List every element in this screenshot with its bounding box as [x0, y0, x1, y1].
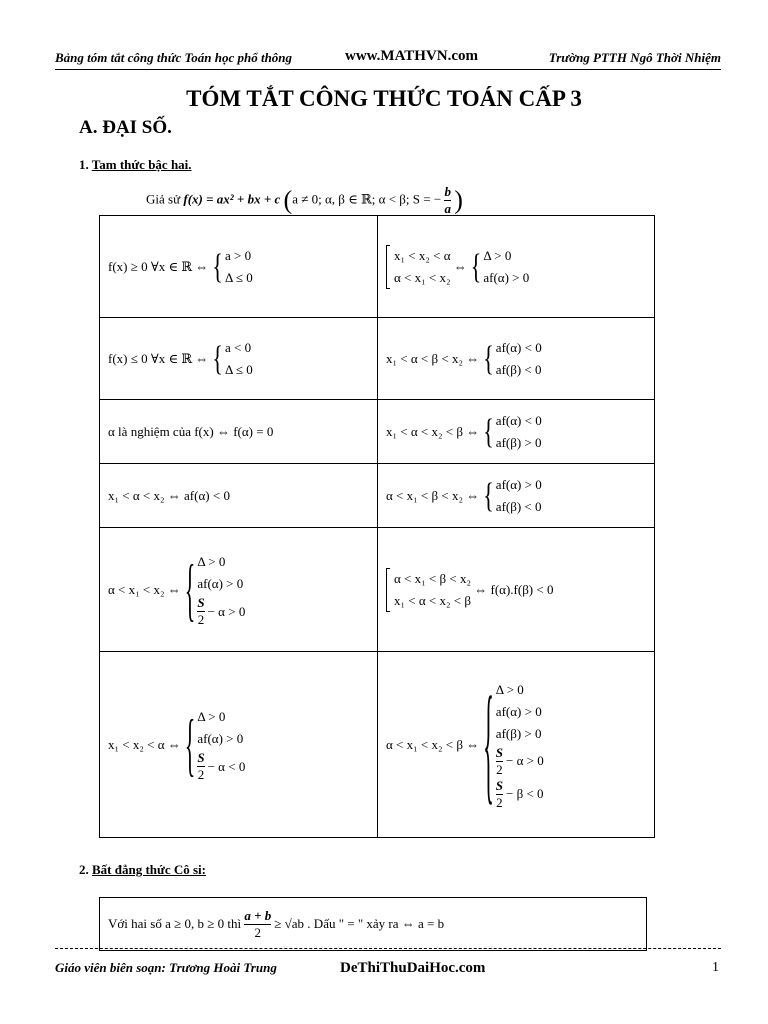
- table-cell: x₁ < α < x₂ < β ⇔ { af(α) < 0 af(β) > 0: [378, 400, 655, 464]
- table-cell: x₁ < x₂ < α ⇔ { Δ > 0 af(α) > 0 S 2 − α < 0: [100, 652, 378, 838]
- page-title: TÓM TẮT CÔNG THỨC TOÁN CẤP 3: [186, 86, 582, 111]
- table-cell: α < x₁ < β < x₂ x₁ < α < x₂ < β ⇔ f(α).f(β) < 0: [378, 528, 655, 652]
- table-row: [100, 400, 655, 464]
- header-rule: [55, 69, 721, 70]
- table-cell: x₁ < α < x₂ ⇔ af(α) < 0: [100, 464, 378, 528]
- item-heading-2: 2. Bất đẳng thức Cô si:: [79, 862, 206, 877]
- table-cell: f(x) ≥ 0 ∀x ∈ ℝ ⇔ { a > 0 Δ ≤ 0: [100, 216, 378, 318]
- header-right: Trường PTTH Ngô Thời Nhiệm: [548, 50, 721, 65]
- cosi-box: Với hai số a ≥ 0, b ≥ 0 thì $\frac{a + b}{2}$ ≥ √ab . Dấu " = " xảy ra ⇔ a = b: [99, 897, 647, 951]
- fraction-a-plus-b-over-2: $\frac{a + b}{2}$: [244, 907, 272, 940]
- table-cell: α < x₁ < β < x₂ ⇔ { af(α) > 0 af(β) < 0: [378, 464, 655, 528]
- item-label: Tam thức bậc hai.: [91, 157, 192, 172]
- table-cell: f(x) ≤ 0 ∀x ∈ ℝ ⇔ { a < 0 Δ ≤ 0: [100, 318, 378, 400]
- item-heading-1: 1. Tam thức bậc hai.: [79, 157, 192, 172]
- table-row: [100, 528, 655, 652]
- table-row: [100, 318, 655, 400]
- formula-table: [99, 215, 655, 838]
- table-row: [100, 216, 655, 318]
- section-heading: A. ĐẠI SỐ.: [79, 117, 172, 138]
- footer-author: Giáo viên biên soạn: Trương Hoài Trung: [55, 960, 277, 975]
- fraction-b-over-a: $\frac{b}{a}$: [444, 184, 451, 216]
- table-cell: x₁ < α < β < x₂ ⇔ { af(α) < 0 af(β) < 0: [378, 318, 655, 400]
- header-website[interactable]: www.MATHVN.com: [345, 48, 479, 64]
- table-cell: α là nghiệm của f(x) ⇔ f(α) = 0: [100, 400, 378, 464]
- table-cell: α < x₁ < x₂ ⇔ { Δ > 0 af(α) > 0 S 2 − α > 0: [100, 528, 378, 652]
- assumption-line: Giả sử f(x) = ax² + bx + c (a ≠ 0; α, β ∈ ℝ; α < β; S = − $\frac{b}{a}$ ): [146, 184, 463, 216]
- table-cell: x₁ < x₂ < α α < x₁ < x₂ ⇔ { Δ > 0 af(α) > 0: [378, 216, 655, 318]
- table-row: [100, 464, 655, 528]
- item-label: Bất đẳng thức Cô si:: [92, 862, 206, 877]
- page-number: 1: [712, 960, 719, 975]
- table-cell: α < x₁ < x₂ < β ⇔ { Δ > 0 af(α) > 0 af(β) > 0 S 2 − α > 0 S 2 − β < 0: [378, 652, 655, 838]
- footer-website[interactable]: DeThiThuDaiHoc.com: [340, 960, 486, 976]
- page-header: [55, 48, 721, 68]
- header-left: Bảng tóm tắt công thức Toán học phổ thông: [55, 50, 293, 65]
- footer-divider: [55, 948, 721, 949]
- table-row: [100, 652, 655, 838]
